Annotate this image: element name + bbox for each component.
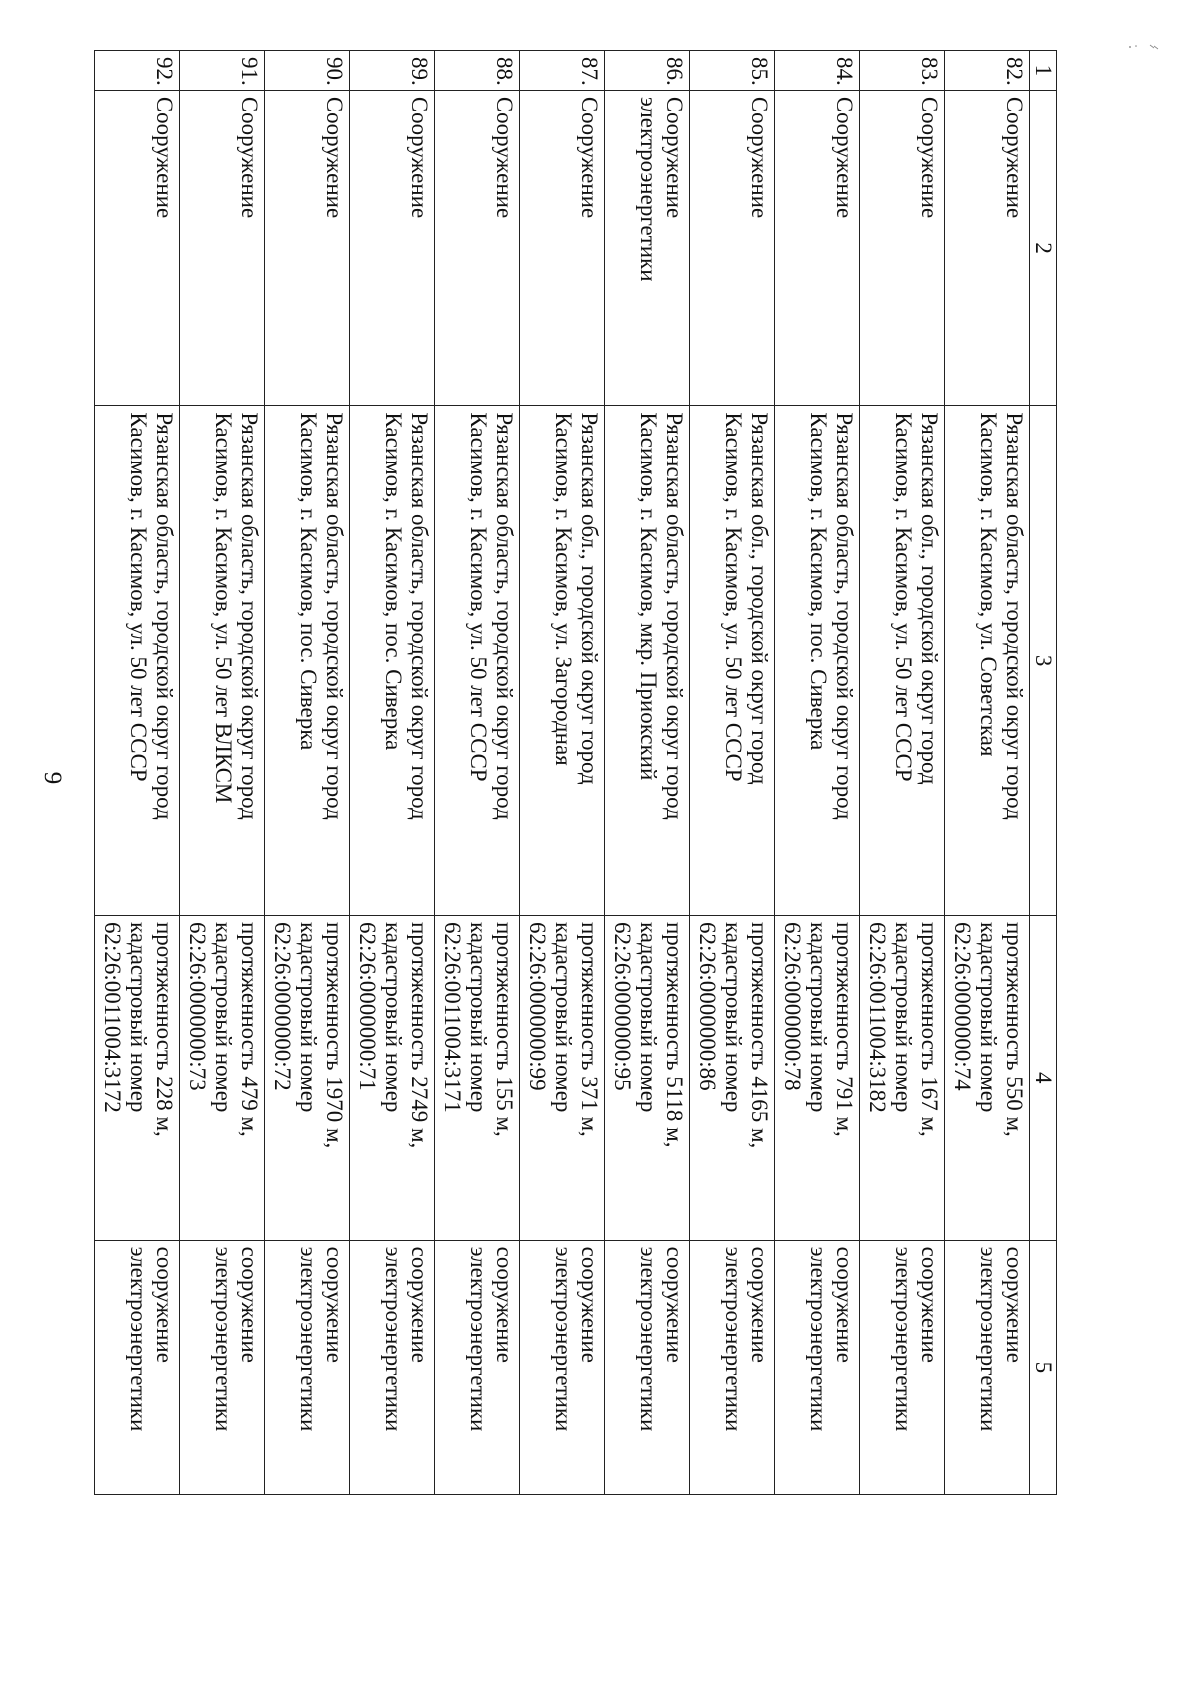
object-details-line: 62:26:0011004:3172	[100, 921, 125, 1113]
object-purpose-line: сооружение	[662, 1246, 687, 1363]
object-address-cell	[860, 406, 945, 916]
table-row	[95, 51, 180, 1495]
object-address-cell	[690, 406, 775, 916]
object-details-line: 62:26:0000000:71	[355, 921, 380, 1091]
object-details-cell	[520, 915, 605, 1240]
row-number-cell: 87.	[520, 51, 605, 91]
object-address-line: Касимов, г. Касимов, пос. Сиверка	[381, 412, 406, 751]
object-purpose-cell	[520, 1240, 605, 1494]
object-purpose-line: электроэнергетики	[381, 1246, 406, 1432]
object-name-cell	[520, 90, 605, 406]
object-details-line: 62:26:0011004:3171	[440, 921, 465, 1113]
table-row	[350, 51, 435, 1495]
table-row	[605, 51, 690, 1495]
table-row	[435, 51, 520, 1495]
object-details-line: протяженность 167 м,	[917, 921, 942, 1137]
object-address-cell	[605, 406, 690, 916]
object-purpose-line: электроэнергетики	[721, 1246, 746, 1432]
object-address-line: Касимов, г. Касимов, ул. 50 лет СССР	[721, 412, 746, 782]
object-purpose-line: электроэнергетики	[551, 1246, 576, 1432]
object-purpose-line: сооружение	[407, 1246, 432, 1363]
object-details-line: 62:26:0000000:99	[525, 921, 550, 1091]
object-details-line: кадастровый номер	[976, 921, 1001, 1113]
object-address-cell	[350, 406, 435, 916]
object-address-line: Рязанская область, городской округ город	[322, 412, 347, 820]
object-details-line: кадастровый номер	[806, 921, 831, 1113]
column-number-3: 3	[1030, 406, 1057, 916]
object-address-line: Касимов, г. Касимов, ул. 50 лет ВЛКСМ	[211, 412, 236, 804]
object-purpose-line: электроэнергетики	[806, 1246, 831, 1432]
object-address-line: Рязанская область, городской округ город	[1002, 412, 1027, 820]
object-details-cell	[945, 915, 1030, 1240]
object-purpose-cell	[605, 1240, 690, 1494]
object-purpose-cell	[945, 1240, 1030, 1494]
object-details-cell	[605, 915, 690, 1240]
object-address-line: Рязанская область, городской округ город	[492, 412, 517, 820]
object-details-line: 62:26:0011004:3182	[865, 921, 890, 1113]
object-name-cell	[180, 90, 265, 406]
object-details-line: кадастровый номер	[296, 921, 321, 1113]
column-number-1: 1	[1030, 51, 1057, 91]
object-name-line: Сооружение	[577, 96, 602, 219]
table-row	[775, 51, 860, 1495]
table-row	[860, 51, 945, 1495]
object-details-line: кадастровый номер	[551, 921, 576, 1113]
object-address-cell	[520, 406, 605, 916]
object-details-line: протяженность 791 м,	[832, 921, 857, 1137]
object-address-cell	[435, 406, 520, 916]
object-details-line: кадастровый номер	[636, 921, 661, 1113]
object-details-cell	[350, 915, 435, 1240]
object-name-line: Сооружение	[492, 96, 517, 219]
table-row	[265, 51, 350, 1495]
object-details-cell	[690, 915, 775, 1240]
object-address-line: Касимов, г. Касимов, ул. 50 лет СССР	[466, 412, 491, 782]
object-purpose-line: электроэнергетики	[976, 1246, 1001, 1432]
object-address-line: Рязанская область, городской округ город	[662, 412, 687, 820]
object-name-line: Сооружение	[322, 96, 347, 219]
object-address-line: Рязанская область, городской округ город	[237, 412, 262, 820]
object-address-line: Рязанская область, городской округ город	[832, 412, 857, 820]
page-number: 9	[39, 771, 66, 785]
object-address-cell	[775, 406, 860, 916]
object-purpose-cell	[860, 1240, 945, 1494]
object-name-line: Сооружение	[152, 96, 177, 219]
object-address-line: Касимов, г. Касимов, ул. Загородная	[551, 412, 576, 766]
object-details-line: кадастровый номер	[721, 921, 746, 1113]
object-purpose-line: сооружение	[917, 1246, 942, 1363]
object-details-line: 62:26:0000000:74	[950, 921, 975, 1091]
object-purpose-cell	[775, 1240, 860, 1494]
object-address-line: Касимов, г. Касимов, пос. Сиверка	[296, 412, 321, 751]
column-number-4: 4	[1030, 915, 1057, 1240]
object-name-cell	[690, 90, 775, 406]
object-address-cell	[180, 406, 265, 916]
object-purpose-line: сооружение	[1002, 1246, 1027, 1363]
object-details-line: протяженность 1970 м,	[322, 921, 347, 1149]
object-purpose-line: электроэнергетики	[211, 1246, 236, 1432]
object-details-cell	[180, 915, 265, 1240]
object-address-line: Касимов, г. Касимов, ул. Советская	[976, 412, 1001, 757]
object-address-line: Рязанская обл., городской округ город	[747, 412, 772, 785]
object-name-cell	[95, 90, 180, 406]
object-purpose-cell	[690, 1240, 775, 1494]
object-address-line: Касимов, г. Касимов, ул. 50 лет СССР	[126, 412, 151, 782]
object-address-cell	[265, 406, 350, 916]
object-address-line: Касимов, г. Касимов, пос. Сиверка	[806, 412, 831, 751]
object-details-line: протяженность 228 м,	[152, 921, 177, 1137]
object-name-line: Сооружение	[662, 96, 687, 219]
object-purpose-cell	[95, 1240, 180, 1494]
row-number-cell: 82.	[945, 51, 1030, 91]
object-name-line: Сооружение	[917, 96, 942, 219]
object-details-line: 62:26:0000000:95	[610, 921, 635, 1091]
object-details-line: протяженность 2749 м,	[407, 921, 432, 1149]
table-row	[520, 51, 605, 1495]
object-purpose-line: сооружение	[152, 1246, 177, 1363]
object-name-cell	[435, 90, 520, 406]
object-address-line: Касимов, г. Касимов, мкр. Приокский	[636, 412, 661, 781]
object-address-line: Рязанская обл., городской округ город	[577, 412, 602, 785]
row-number-cell: 86.	[605, 51, 690, 91]
object-details-line: кадастровый номер	[466, 921, 491, 1113]
row-number-cell: 85.	[690, 51, 775, 91]
object-details-cell	[775, 915, 860, 1240]
object-purpose-line: электроэнергетики	[296, 1246, 321, 1432]
object-name-cell	[945, 90, 1030, 406]
object-details-cell	[860, 915, 945, 1240]
object-details-cell	[95, 915, 180, 1240]
object-details-cell	[265, 915, 350, 1240]
column-number-row	[1030, 51, 1057, 1495]
object-details-cell	[435, 915, 520, 1240]
object-details-line: кадастровый номер	[381, 921, 406, 1113]
object-details-line: протяженность 5118 м,	[662, 921, 687, 1148]
row-number-cell: 91.	[180, 51, 265, 91]
object-address-cell	[95, 406, 180, 916]
object-name-cell	[775, 90, 860, 406]
object-address-cell	[945, 406, 1030, 916]
object-purpose-cell	[180, 1240, 265, 1494]
object-name-line: Сооружение	[407, 96, 432, 219]
object-address-line: Рязанская обл., городской округ город	[917, 412, 942, 785]
row-number-cell: 92.	[95, 51, 180, 91]
object-name-cell	[265, 90, 350, 406]
object-details-line: протяженность 4165 м,	[747, 921, 772, 1149]
object-name-line: электроэнергетики	[636, 96, 661, 282]
table-body	[95, 51, 1057, 1495]
object-purpose-line: электроэнергетики	[466, 1246, 491, 1432]
object-purpose-cell	[350, 1240, 435, 1494]
object-name-cell	[350, 90, 435, 406]
row-number-cell: 83.	[860, 51, 945, 91]
object-address-line: Касимов, г. Касимов, ул. 50 лет СССР	[891, 412, 916, 782]
objects-table	[94, 50, 1057, 1495]
object-purpose-line: сооружение	[577, 1246, 602, 1363]
object-address-line: Рязанская область, городской округ город	[152, 412, 177, 820]
row-number-cell: 88.	[435, 51, 520, 91]
object-purpose-line: сооружение	[832, 1246, 857, 1363]
object-purpose-cell	[435, 1240, 520, 1494]
object-purpose-line: сооружение	[492, 1246, 517, 1363]
object-details-line: протяженность 550 м,	[1002, 921, 1027, 1137]
object-name-cell	[860, 90, 945, 406]
object-details-line: кадастровый номер	[126, 921, 151, 1113]
object-details-line: протяженность 371 м,	[577, 921, 602, 1137]
object-purpose-line: электроэнергетики	[126, 1246, 151, 1432]
column-number-2: 2	[1030, 90, 1057, 406]
object-details-line: протяженность 155 м,	[492, 921, 517, 1137]
object-purpose-line: сооружение	[322, 1246, 347, 1363]
table-row	[180, 51, 265, 1495]
row-number-cell: 90.	[265, 51, 350, 91]
object-details-line: кадастровый номер	[891, 921, 916, 1113]
object-details-line: кадастровый номер	[211, 921, 236, 1113]
object-details-line: 62:26:0000000:72	[270, 921, 295, 1091]
object-name-cell	[605, 90, 690, 406]
object-purpose-line: сооружение	[237, 1246, 262, 1363]
object-purpose-line: электроэнергетики	[636, 1246, 661, 1432]
table-row	[690, 51, 775, 1495]
column-number-5: 5	[1030, 1240, 1057, 1494]
object-details-line: протяженность 479 м,	[237, 921, 262, 1137]
object-name-line: Сооружение	[237, 96, 262, 219]
object-purpose-line: сооружение	[747, 1246, 772, 1363]
table-row	[945, 51, 1030, 1495]
object-details-line: 62:26:0000000:78	[780, 921, 805, 1091]
object-address-line: Рязанская область, городской округ город	[407, 412, 432, 820]
object-details-line: 62:26:0000000:86	[695, 921, 720, 1091]
object-details-line: 62:26:0000000:73	[185, 921, 210, 1091]
object-name-line: Сооружение	[1002, 96, 1027, 219]
object-name-line: Сооружение	[747, 96, 772, 219]
object-purpose-cell	[265, 1240, 350, 1494]
row-number-cell: 89.	[350, 51, 435, 91]
object-name-line: Сооружение	[832, 96, 857, 219]
object-purpose-line: электроэнергетики	[891, 1246, 916, 1432]
scan-artifact	[1124, 42, 1164, 52]
row-number-cell: 84.	[775, 51, 860, 91]
